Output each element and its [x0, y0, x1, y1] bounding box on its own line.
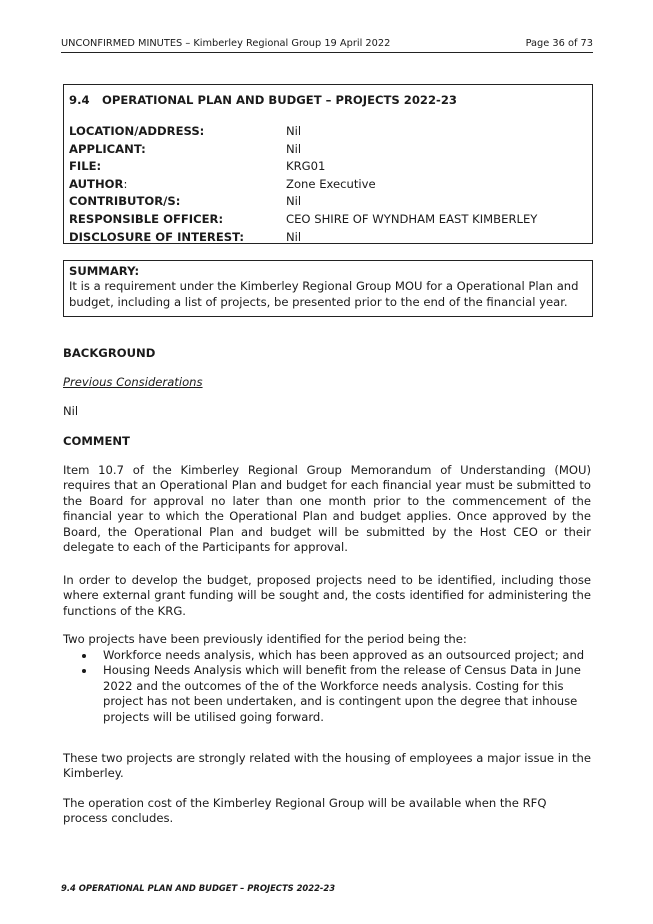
field-label: FILE:: [69, 159, 102, 174]
item-title: [69, 93, 586, 111]
comment-paragraph: The operation cost of the Kimberley Regional Group will be available when the RFQ process concludes.: [63, 796, 547, 826]
field-label: [69, 176, 286, 194]
item-details-box: [63, 84, 593, 244]
field-label-colon: :: [123, 176, 128, 191]
field-label: CONTRIBUTOR/S:: [69, 194, 181, 209]
field-value: CEO SHIRE OF WYNDHAM EAST KIMBERLEY: [286, 211, 538, 226]
header-title: UNCONFIRMED MINUTES – Kimberley Regional Group 19 April 2022: [61, 38, 391, 49]
list-item: [82, 648, 592, 663]
field-label: RESPONSIBLE OFFICER:: [69, 211, 224, 226]
field-row: [69, 229, 586, 247]
field-row: [69, 211, 586, 229]
list-item-text: Housing Needs Analysis which will benefit from the release of Census Data in June 2022 and the outcomes of the of the Workforce needs analysis. Costing for this project has not been undertaken, and is contingent upon the degree that inhouse projects will be utilised going forward.: [103, 663, 581, 724]
summary-box: [63, 260, 593, 317]
summary-title: SUMMARY:: [69, 264, 140, 278]
comment-paragraph: In order to develop the budget, proposed projects need to be identified, including those where external grant funding will be sought and, the costs identified for administering the functions of the KRG.: [63, 573, 591, 618]
item-number: 9.4: [69, 93, 90, 107]
page-footer: 9.4 OPERATIONAL PLAN AND BUDGET – PROJECTS 2022-23: [61, 883, 336, 893]
field-row: [69, 141, 586, 159]
field-value: Nil: [286, 141, 302, 156]
list-item: [82, 663, 592, 725]
field-value: Nil: [286, 194, 302, 209]
field-row: [69, 158, 586, 176]
comment-heading: COMMENT: [63, 434, 130, 448]
bullet-icon: [82, 654, 86, 658]
field-value: KRG01: [286, 159, 326, 174]
field-label: LOCATION/ADDRESS:: [69, 124, 205, 138]
comment-paragraph: Item 10.7 of the Kimberley Regional Group Memorandum of Understanding (MOU) requires that an Operational Plan and budget for each financial year must be submitted to the Board for approval no later than one month prior to the commencement of the financial year to which the Operational Plan and budget applies. Once approved by the Board, the Operational Plan and budget will be submitted by the Host CEO or their delegate to each of the Participants for approval.: [63, 463, 591, 555]
page-header: [61, 38, 593, 53]
field-label-text: AUTHOR: [69, 176, 124, 191]
page-number: Page 36 of 73: [525, 38, 593, 49]
field-label: DISCLOSURE OF INTEREST:: [69, 229, 245, 244]
field-value: Nil: [286, 124, 302, 138]
field-value: Nil: [286, 229, 302, 244]
field-label: APPLICANT:: [69, 141, 146, 156]
field-value: Zone Executive: [286, 176, 376, 191]
summary-line: budget, including a list of projects, be presented prior to the end of the financial year.: [69, 294, 568, 309]
item-title-text: OPERATIONAL PLAN AND BUDGET – PROJECTS 2022-23: [102, 93, 458, 107]
summary-line: It is a requirement under the Kimberley Regional Group MOU for a Operational Plan and: [69, 279, 579, 293]
list-item-text: Workforce needs analysis, which has been approved as an outsourced project; and: [103, 648, 585, 662]
field-row: [69, 123, 586, 141]
background-text: Nil: [63, 404, 79, 418]
comment-paragraph: These two projects are strongly related with the housing of employees a major issue in the Kimberley.: [63, 751, 591, 781]
field-row: [69, 193, 586, 211]
previous-considerations-subheading: Previous Considerations: [63, 375, 203, 389]
background-heading: BACKGROUND: [63, 346, 156, 360]
item-fields: [69, 123, 586, 246]
field-row: [69, 176, 586, 194]
projects-list: [82, 648, 592, 725]
comment-paragraph: Two projects have been previously identified for the period being the:: [63, 632, 467, 646]
bullet-icon: [82, 669, 86, 673]
